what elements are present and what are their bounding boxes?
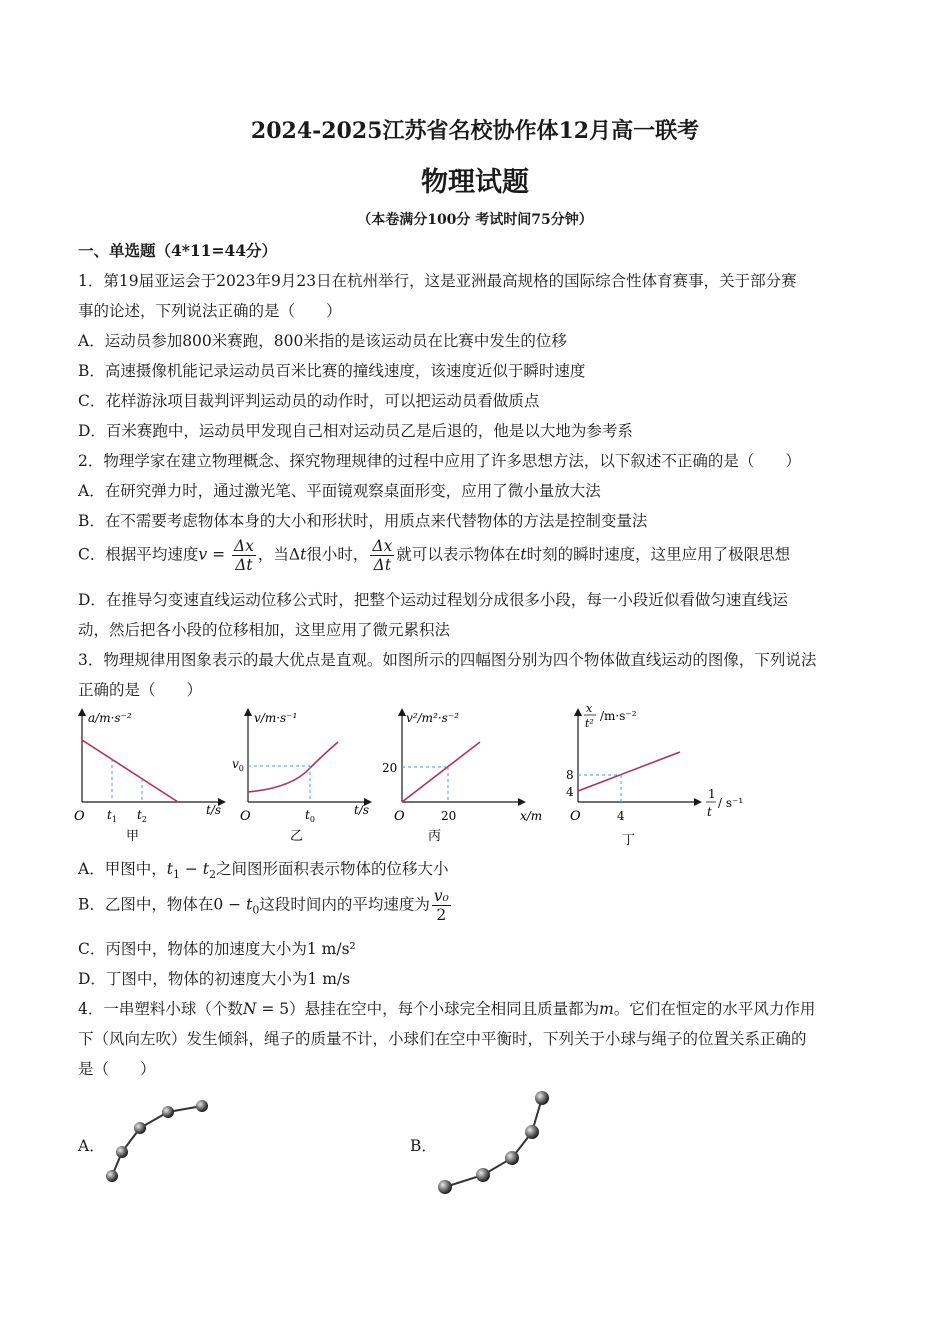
graph-jia-ylabel: a/m·s⁻² <box>88 711 132 725</box>
q2-option-d-line1: D．在推导匀变速直线运动位移公式时，把整个运动过程划分成很多小段，每一小段近似看做匀速直线运 <box>78 591 788 609</box>
graph-jia-origin: O <box>74 809 85 824</box>
q3-option-a <box>78 857 449 881</box>
graph-jia-line <box>82 740 178 802</box>
graph-yi-y-arrow <box>244 708 252 716</box>
q4-stem-n: N <box>242 1000 257 1018</box>
q4-option-a-label: A． <box>78 1137 105 1155</box>
q3-b-t0-sub: 0 <box>252 903 260 917</box>
graph-ding-origin: O <box>570 809 581 824</box>
graph-yi <box>232 702 382 852</box>
graph-yi-t0: $t_0$ <box>305 808 315 824</box>
q1-option-c: C．花样游泳项目裁判评判运动员的动作时，可以把运动员看做质点 <box>78 392 540 410</box>
graph-ding-xlabel-den: t <box>707 805 712 819</box>
graph-bing <box>382 702 547 852</box>
q3-b-den: 2 <box>436 906 447 924</box>
subject-title: 物理试题 <box>421 167 529 198</box>
q2-c-t2: t <box>520 545 527 564</box>
graph-ding-ylabel-den: t² <box>585 717 594 730</box>
q4-option-a-figure <box>96 1090 216 1190</box>
q2-c-pre: C．根据平均速度 <box>78 545 199 564</box>
q3-b-num: v₀ <box>433 887 449 905</box>
graph-bing-caption: 丙 <box>428 829 442 844</box>
q4-option-b-label: B． <box>410 1137 437 1155</box>
q3-a-dash: − <box>179 860 203 878</box>
q3-b-post: 这段时间内的平均速度为 <box>259 895 430 914</box>
q4-a-ball-4 <box>116 1146 128 1158</box>
q2-c-eq: = <box>207 545 230 564</box>
q3-b-pre: B．乙图中，物体在0 − <box>78 895 247 914</box>
graph-ding-xlabel-unit: / s⁻¹ <box>718 796 744 810</box>
graph-bing-origin: O <box>394 809 405 824</box>
q3-b-fraction <box>432 887 451 924</box>
q2-option-c <box>78 537 790 574</box>
graph-yi-ylabel: v/m·s⁻¹ <box>254 711 298 725</box>
q2-option-a: A．在研究弹力时，通过激光笔、平面镜观察桌面形变，应用了微小量放大法 <box>78 482 601 500</box>
q1-stem-line2: 事的论述，下列说法正确的是（ ） <box>78 302 342 320</box>
q2-stem: 2．物理学家在建立物理概念、探究物理规律的过程中应用了许多思想方法，以下叙述不正确的是（ ） <box>78 452 801 470</box>
q2-c-fraction2 <box>370 537 394 574</box>
q2-c-post1: 就可以表示物体在 <box>396 545 521 564</box>
q4-b-ball-4 <box>476 1168 490 1182</box>
q2-c-den2: Δt <box>373 556 392 574</box>
q3-stem-line1: 3．物理规律用图象表示的最大优点是直观。如图所示的四幅图分别为四个物体做直线运动的图像，下列说法 <box>78 651 817 669</box>
q3-b-t0: t <box>246 895 253 914</box>
section-heading: 一、单选题（4*11=44分） <box>78 241 278 260</box>
q4-b-ball-3 <box>505 1151 519 1165</box>
exam-title: 2024-2025江苏省名校协作体12月高一联考 <box>250 118 700 144</box>
q1-option-b: B．高速摄像机能记录运动员百米比赛的撞线速度，该速度近似于瞬时速度 <box>78 362 586 380</box>
q3-a-t1-sub: 1 <box>172 868 180 882</box>
graph-jia <box>70 702 230 852</box>
q4-a-string <box>112 1106 202 1176</box>
graph-jia-xlabel: t/s <box>206 803 222 817</box>
graph-yi-curve <box>248 742 338 792</box>
q4-stem-line3: 是（ ） <box>78 1060 156 1078</box>
q1-option-d: D．百米赛跑中，运动员甲发现自己相对运动员乙是后退的，他是以大地为参考系 <box>78 422 633 440</box>
q4-option-b-figure <box>430 1082 560 1202</box>
q1-option-a: A．运动员参加800米赛跑，800米指的是该运动员在比赛中发生的位移 <box>78 332 567 350</box>
q4-a-ball-3 <box>134 1122 146 1134</box>
q4-a-ball-2 <box>162 1106 174 1118</box>
graph-jia-t1: $t_1$ <box>107 808 117 824</box>
q2-c-num: Δx <box>233 537 254 555</box>
graph-bing-ylabel: v²/m²·s⁻² <box>406 711 459 725</box>
q2-option-b: B．在不需要考虑物体本身的大小和形状时，用质点来代替物体的方法是控制变量法 <box>78 512 648 530</box>
q4-b-ball-1 <box>535 1091 549 1105</box>
graph-ding-y-arrow <box>574 708 582 716</box>
graph-yi-v0: $v_0$ <box>232 757 244 773</box>
graph-bing-xlabel: x/m <box>520 809 543 823</box>
q4-stem-line2: 下（风向左吹）发生倾斜，绳子的质量不计，小球们在空中平衡时，下列关于小球与绳子的位置关系正确的 <box>78 1030 807 1048</box>
graph-yi-origin: O <box>240 809 251 824</box>
q3-a-t1: t <box>166 860 173 878</box>
graph-ding-ylabel-num: x <box>586 702 593 715</box>
q4-stem-m: m <box>599 1000 614 1018</box>
q4-stem-mid: = 5）悬挂在空中，每个小球完全相同且质量都为 <box>256 1000 600 1018</box>
q4-a-ball-1 <box>196 1100 208 1112</box>
q2-c-num2: Δx <box>372 537 393 555</box>
graph-jia-t2: $t_2$ <box>137 808 147 824</box>
q2-c-post2: 时刻的瞬时速度，这里应用了极限思想 <box>526 545 791 564</box>
graph-bing-line <box>402 742 480 802</box>
graph-yi-caption: 乙 <box>290 829 304 844</box>
q3-option-d: D．丁图中，物体的初速度大小为1 m/s <box>78 970 351 988</box>
graph-ding-ytick2: 4 <box>566 785 574 799</box>
graph-ding-x-arrow <box>694 798 702 806</box>
q3-option-c: C．丙图中，物体的加速度大小为1 m/s² <box>78 940 356 958</box>
q4-stem-pre: 4．一串塑料小球（个数 <box>78 1000 243 1018</box>
q3-a-post: 之间图形面积表示物体的位移大小 <box>216 860 449 878</box>
q3-a-t2: t <box>202 860 210 878</box>
q3-option-b <box>78 887 453 924</box>
graph-ding-xlabel-num: 1 <box>708 787 716 801</box>
graph-ding-line <box>578 752 680 791</box>
graph-bing-x-arrow <box>518 798 526 806</box>
q3-stem-line2: 正确的是（ ） <box>78 681 203 699</box>
q2-option-d-line2: 动，然后把各小段的位移相加，这里应用了微元累积法 <box>78 621 451 639</box>
q2-c-v: v <box>198 545 208 564</box>
graph-yi-xlabel: t/s <box>354 803 370 817</box>
graph-ding-caption: 丁 <box>622 833 636 848</box>
exam-note: （本卷满分100分 考试时间75分钟） <box>357 212 593 228</box>
q2-c-mid1: ，当Δ <box>257 545 301 564</box>
graph-ding-xtick: 4 <box>617 809 625 823</box>
graph-ding-ylabel-unit: /m·s⁻² <box>600 709 637 723</box>
q1-stem-line1: 1．第19届亚运会于2023年9月23日在杭州举行，这是亚洲最高规格的国际综合性体育赛事，关于部分赛 <box>78 272 797 290</box>
graph-jia-y-arrow <box>78 708 86 716</box>
q4-b-string <box>445 1098 542 1187</box>
q4-b-ball-5 <box>438 1180 452 1194</box>
q2-c-mid2: 很小时， <box>306 545 369 564</box>
q4-a-ball-5 <box>106 1170 118 1182</box>
graph-jia-caption: 甲 <box>126 829 140 844</box>
q4-b-ball-2 <box>525 1125 539 1139</box>
q2-c-t: t <box>300 545 307 564</box>
q3-a-pre: A．甲图中， <box>78 860 167 878</box>
q2-c-den: Δt <box>235 556 253 574</box>
q4-stem-post: 。它们在恒定的水平风力作用 <box>613 1000 816 1018</box>
q3-a-t2-sub: 2 <box>209 868 217 882</box>
graph-ding-ytick1: 8 <box>566 768 574 782</box>
q4-stem-line1 <box>78 997 815 1019</box>
graph-bing-xtick: 20 <box>441 809 457 823</box>
graph-ding <box>560 696 750 852</box>
graph-bing-ytick: 20 <box>382 761 398 775</box>
graph-bing-y-arrow <box>398 708 406 716</box>
q2-c-fraction1 <box>232 537 256 574</box>
